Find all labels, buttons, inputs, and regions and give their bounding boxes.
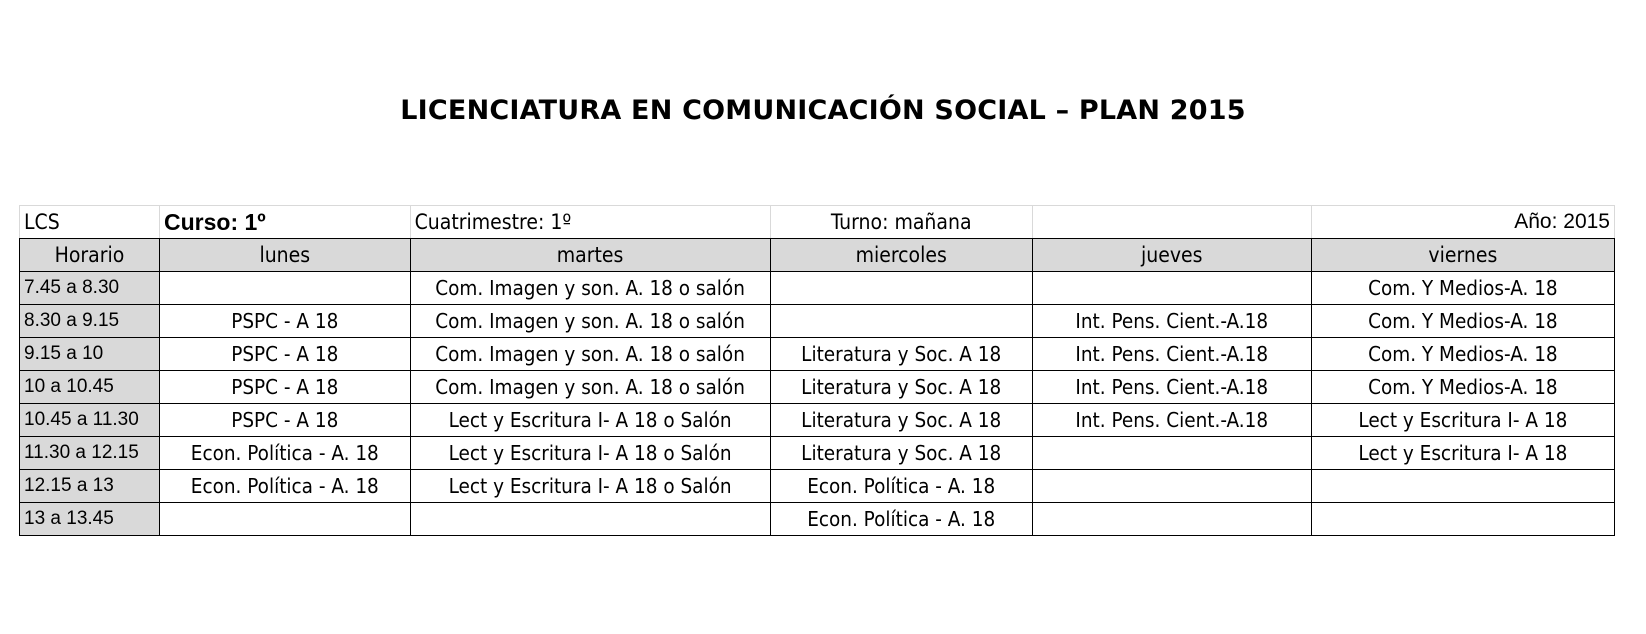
table-row [20, 503, 1615, 536]
class-cell-miercoles: Literatura y Soc. A 18 [770, 338, 1032, 371]
term-label: Cuatrimestre: 1º [410, 206, 770, 239]
class-cell-martes: Com. Imagen y son. A. 18 o salón [410, 305, 770, 338]
class-cell-lunes [160, 503, 411, 536]
header-row [20, 239, 1615, 272]
class-cell-viernes: Com. Y Medios-A. 18 [1311, 371, 1614, 404]
class-cell-miercoles: Literatura y Soc. A 18 [770, 437, 1032, 470]
table-row [20, 404, 1615, 437]
class-cell-jueves: Int. Pens. Cient.-A.18 [1032, 371, 1311, 404]
class-cell-lunes: PSPC - A 18 [160, 305, 411, 338]
class-cell-jueves: Int. Pens. Cient.-A.18 [1032, 338, 1311, 371]
class-cell-viernes [1311, 503, 1614, 536]
class-cell-jueves: Int. Pens. Cient.-A.18 [1032, 305, 1311, 338]
time-slot: 12.15 a 13 [20, 470, 160, 503]
class-cell-martes: Com. Imagen y son. A. 18 o salón [410, 371, 770, 404]
class-cell-lunes [160, 272, 411, 305]
table-row [20, 272, 1615, 305]
class-cell-martes: Lect y Escritura I- A 18 o Salón [410, 437, 770, 470]
header-jueves: jueves [1032, 239, 1311, 272]
class-cell-martes: Com. Imagen y son. A. 18 o salón [410, 338, 770, 371]
class-cell-lunes: Econ. Política - A. 18 [160, 437, 411, 470]
class-cell-lunes: PSPC - A 18 [160, 404, 411, 437]
class-cell-jueves [1032, 272, 1311, 305]
class-cell-miercoles: Econ. Política - A. 18 [770, 470, 1032, 503]
table-row [20, 338, 1615, 371]
time-slot: 7.45 a 8.30 [20, 272, 160, 305]
class-cell-martes [410, 503, 770, 536]
time-slot: 10 a 10.45 [20, 371, 160, 404]
info-empty-cell [1032, 206, 1311, 239]
info-row [20, 206, 1615, 239]
class-cell-martes: Lect y Escritura I- A 18 o Salón [410, 404, 770, 437]
class-cell-miercoles: Literatura y Soc. A 18 [770, 404, 1032, 437]
class-cell-lunes: PSPC - A 18 [160, 338, 411, 371]
class-cell-jueves [1032, 503, 1311, 536]
class-cell-viernes: Com. Y Medios-A. 18 [1311, 338, 1614, 371]
class-cell-lunes: PSPC - A 18 [160, 371, 411, 404]
class-cell-miercoles: Literatura y Soc. A 18 [770, 371, 1032, 404]
shift-label: Turno: mañana [770, 206, 1032, 239]
year-label: Año: 2015 [1311, 206, 1614, 239]
time-slot: 9.15 a 10 [20, 338, 160, 371]
header-lunes: lunes [160, 239, 411, 272]
class-cell-martes: Lect y Escritura I- A 18 o Salón [410, 470, 770, 503]
header-horario: Horario [20, 239, 160, 272]
class-cell-viernes: Com. Y Medios-A. 18 [1311, 272, 1614, 305]
table-row [20, 437, 1615, 470]
time-slot: 13 a 13.45 [20, 503, 160, 536]
class-cell-martes: Com. Imagen y son. A. 18 o salón [410, 272, 770, 305]
time-slot: 11.30 a 12.15 [20, 437, 160, 470]
class-cell-miercoles [770, 305, 1032, 338]
time-slot: 10.45 a 11.30 [20, 404, 160, 437]
career-code: LCS [20, 206, 160, 239]
class-cell-miercoles [770, 272, 1032, 305]
table-row [20, 470, 1615, 503]
class-cell-jueves [1032, 437, 1311, 470]
class-cell-miercoles: Econ. Política - A. 18 [770, 503, 1032, 536]
class-cell-lunes: Econ. Política - A. 18 [160, 470, 411, 503]
class-cell-jueves: Int. Pens. Cient.-A.18 [1032, 404, 1311, 437]
header-miercoles: miercoles [770, 239, 1032, 272]
class-cell-viernes: Lect y Escritura I- A 18 [1311, 404, 1614, 437]
document-title: LICENCIATURA EN COMUNICACIÓN SOCIAL – PLAN 2015 [400, 95, 1246, 126]
header-martes: martes [410, 239, 770, 272]
course-label: Curso: 1º [160, 206, 411, 239]
class-cell-viernes: Lect y Escritura I- A 18 [1311, 437, 1614, 470]
class-cell-jueves [1032, 470, 1311, 503]
time-slot: 8.30 a 9.15 [20, 305, 160, 338]
class-cell-viernes: Com. Y Medios-A. 18 [1311, 305, 1614, 338]
table-row [20, 305, 1615, 338]
class-cell-viernes [1311, 470, 1614, 503]
header-viernes: viernes [1311, 239, 1614, 272]
table-row [20, 371, 1615, 404]
schedule-table [19, 205, 1615, 536]
